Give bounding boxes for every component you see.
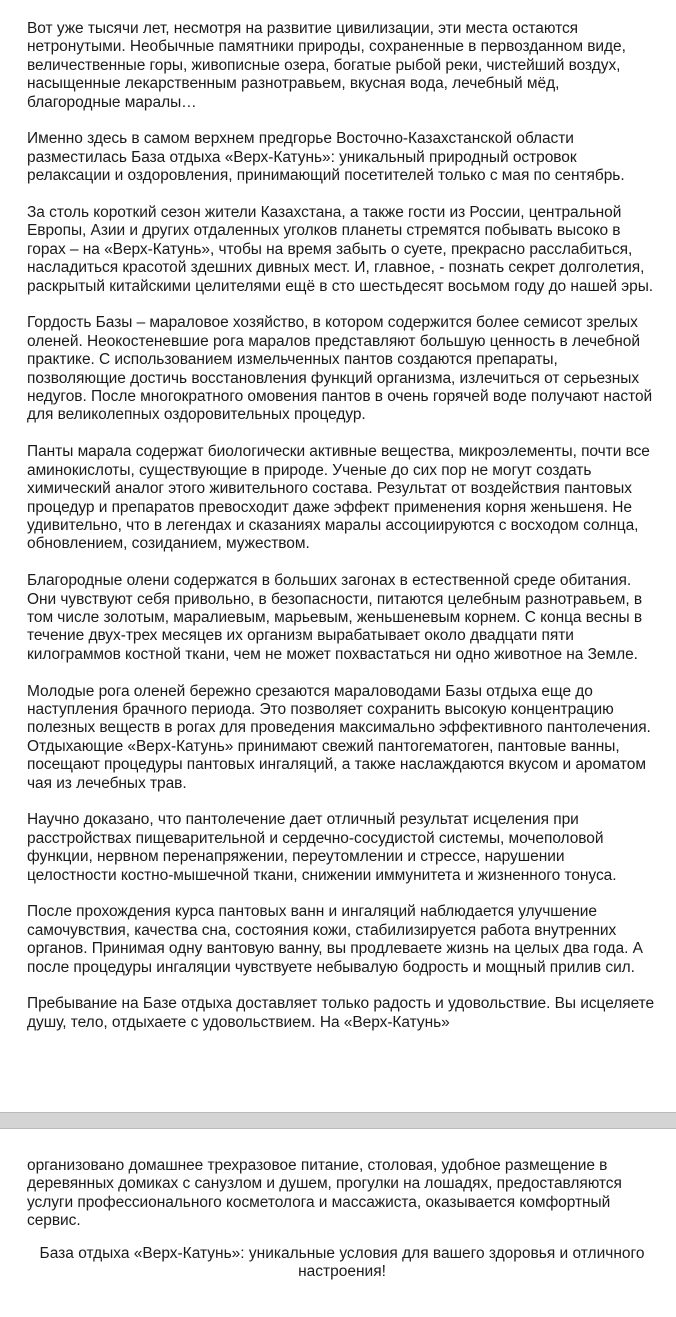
- article-paragraph: Вот уже тысячи лет, несмотря на развитие цивилизации, эти места остаются нетронутыми. Необычные памятники природы, сохраненные в первозданном виде, величественные горы, живописные озера, богатые рыбой реки, чистейший воздух, насыщенные лекарственным разнотравьем, вкусная вода, лечебный мёд, благородные маралы…: [27, 20, 626, 111]
- closing-statement: База отдыха «Верх-Катунь»: уникальные условия для вашего здоровья и отличного настроения!: [39, 1244, 645, 1281]
- article-paragraph: После прохождения курса пантовых ванн и ингаляций наблюдается улучшение самочувствия, качества сна, состояния кожи, стабилизируется работа внутренних органов. Принимая одну вантовую ванну, вы продлеваете жизнь на целых два года. А после процедуры ингаляции чувствуете небывалую бодрость и мощный прилив сил.: [27, 903, 643, 976]
- article-paragraph: Пребывание на Базе отдыха доставляет только радость и удовольствие. Вы исцеляете душу, тело, отдыхаете с удовольствием. На «Верх-Катунь»: [27, 995, 655, 1031]
- article-paragraph: За столь короткий сезон жители Казахстана, а также гости из России, центральной Европы, Азии и других отдаленных уголков планеты стремятся побывать высоко в горах – на «Верх-Катунь», чтобы на время забыть о суете, прекрасно расслабиться, насладиться красотой здешних дивных мест. И, главное, - познать секрет долголетия, раскрытый китайскими целителями ещё в сто шестьдесят восьмом году до нашей эры.: [27, 204, 654, 295]
- article-paragraph: Гордость Базы – мараловое хозяйство, в котором содержится более семисот зрелых оленей. Неокостеневшие рога маралов представляют большую ценность в лечебной практике. С использованием измельченных пантов создаются препараты, позволяющие достичь восстановления функций организма, излечиться от серьезных недугов. После многократного омовения пантов в очень горячей воде получают настой для великолепных оздоровительных процедур.: [27, 314, 653, 424]
- article-continuation-paragraph: организовано домашнее трехразовое питание, столовая, удобное размещение в деревянных домиках с санузлом и душем, прогулки на лошадях, предоставляются услуги профессионального косметолога и массажиста, оказывается комфортный сервис.: [27, 1157, 622, 1230]
- article-paragraph: Именно здесь в самом верхнем предгорье Восточно-Казахстанской области разместилась База отдыха «Верх-Катунь»: уникальный природный островок релаксации и оздоровления, принимающий посетителей только с мая по сентябрь.: [27, 130, 625, 185]
- page-break-divider: [0, 1112, 676, 1129]
- article-paragraph: Научно доказано, что пантолечение дает отличный результат исцеления при расстройствах пищеварительной и сердечно-сосудистой системы, мочеполовой функции, нервном перенапряжении, переутомлении и стрессе, нарушении целостности костно-мышечной ткани, снижении иммунитета и жизненного тонуса.: [27, 811, 617, 884]
- article-paragraph: Панты марала содержат биологически активные вещества, микроэлементы, почти все аминокислоты, существующие в природе. Ученые до сих пор не могут создать химический аналог этого живительного состава. Результат от воздействия пантовых процедур и препаратов превосходит даже эффект применения корня женьшеня. Не удивительно, что в легендах и сказаниях маралы ассоциируются с восходом солнца, обновлением, созиданием, мужеством.: [27, 443, 650, 553]
- article-paragraph: Молодые рога оленей бережно срезаются мараловодами Базы отдыха еще до наступления брачного периода. Это позволяет сохранить высокую концентрацию полезных веществ в рогах для проведения максимально эффективного пантолечения. Отдыхающие «Верх-Катунь» принимают свежий пантогематоген, пантовые ванны, посещают процедуры пантовых ингаляций, а также наслаждаются вкусом и ароматом чая из лечебных трав.: [27, 682, 651, 792]
- article-paragraph: Благородные олени содержатся в больших загонах в естественной среде обитания. Они чувствуют себя привольно, в безопасности, питаются целебным разнотравьем, в том числе золотым, маралиевым, марьевым, женьшеневым корнем. С конца весны в течение двух-трех месяцев их организм вырабатывает около двадцати пяти килограммов костной ткани, чем не может похвастаться ни одно животное на Земле.: [27, 572, 643, 663]
- article-body-upper: [27, 20, 657, 1051]
- article-body-lower: [27, 1157, 657, 1281]
